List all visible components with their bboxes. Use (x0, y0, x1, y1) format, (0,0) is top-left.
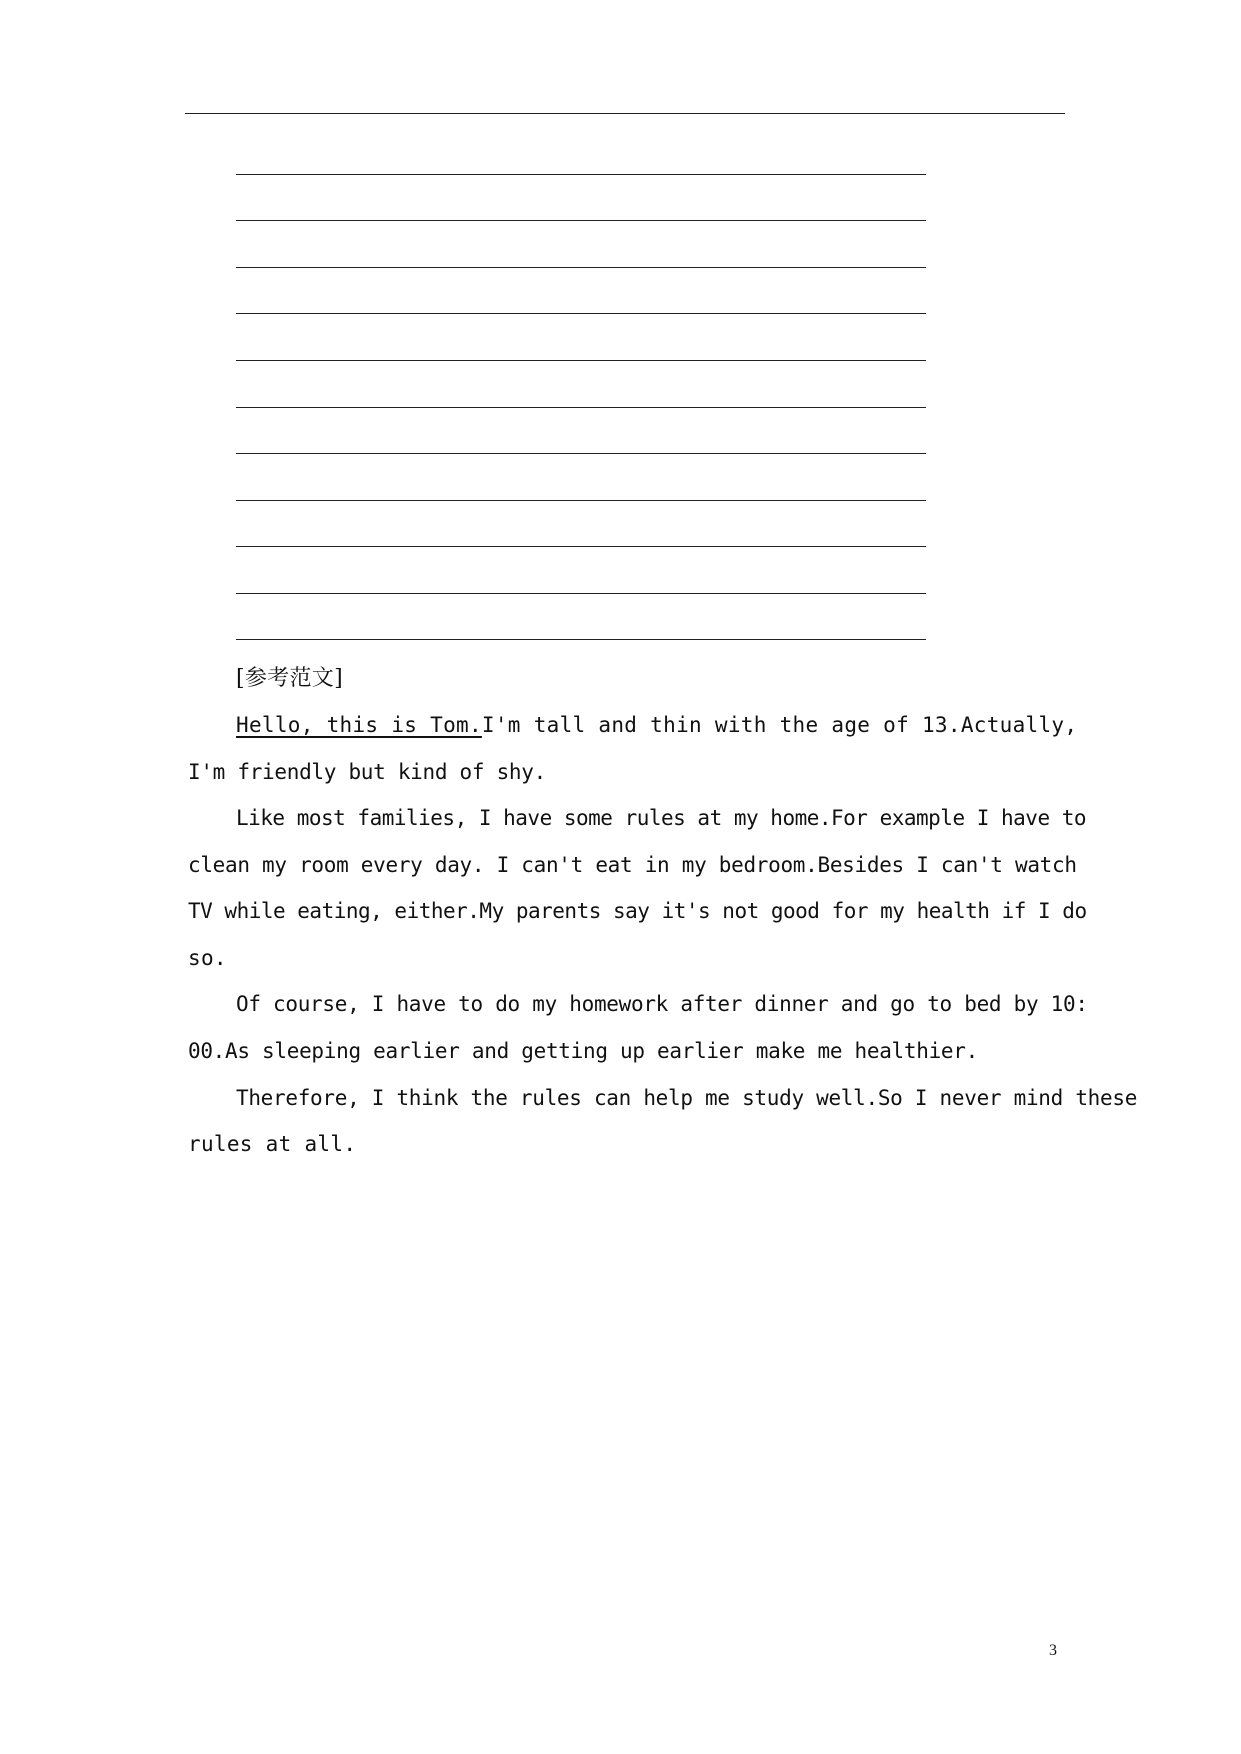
answer-blank-line (236, 313, 926, 314)
header-rule (185, 113, 1065, 114)
answer-blank-line (236, 267, 926, 268)
essay-intro-underlined: Hello, this is Tom. (236, 713, 482, 737)
essay-line-10: rules at all. (188, 1132, 357, 1156)
essay-line-8: 00.As sleeping earlier and getting up earlier make me healthier. (188, 1039, 978, 1063)
essay-line-3: Like most families, I have some rules at my home.For example I have to (236, 806, 1087, 830)
essay-line-7: Of course, I have to do my homework after dinner and go to bed by 10: (236, 992, 1088, 1016)
essay-line-6: so. (188, 946, 227, 970)
answer-blank-line (236, 546, 926, 547)
answer-blank-line (236, 407, 926, 408)
essay-line-2: I'm friendly but kind of shy. (188, 760, 546, 784)
essay-line-9: Therefore, I think the rules can help me study well.So I never mind these (236, 1086, 1138, 1110)
answer-blank-line (236, 174, 926, 175)
answer-blank-line (236, 453, 926, 454)
sample-essay-heading: [参考范文] (236, 666, 343, 691)
essay-intro-rest: I'm tall and thin with the age of 13.Actually, (481, 713, 1078, 737)
essay-line-5: TV while eating, either.My parents say it's not good for my health if I do (188, 899, 1087, 923)
answer-blank-line (236, 360, 926, 361)
essay-line-4: clean my room every day. I can't eat in my bedroom.Besides I can't watch (188, 853, 1077, 877)
page-number: 3 (1049, 1642, 1057, 1659)
answer-blank-line (236, 639, 926, 640)
answer-blank-line (236, 593, 926, 594)
answer-blank-line (236, 500, 926, 501)
essay-line-1 (236, 713, 1077, 737)
answer-blank-line (236, 220, 926, 221)
